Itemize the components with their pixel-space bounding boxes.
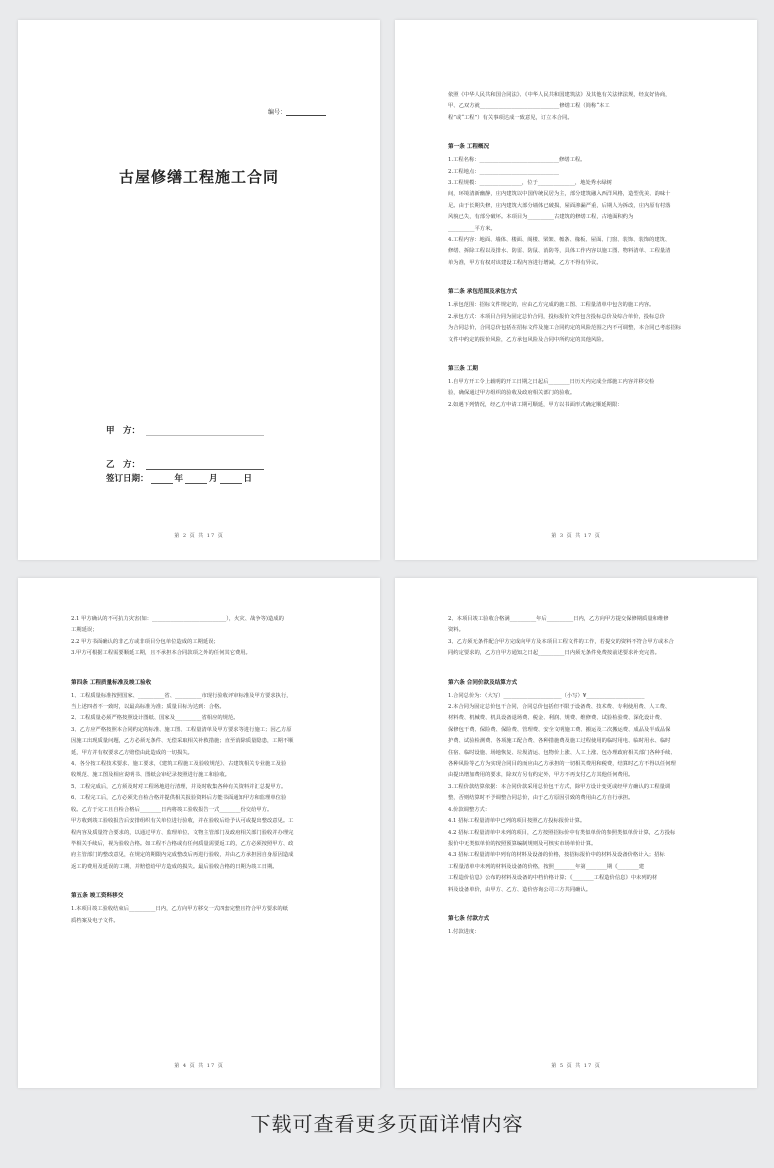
text-line: 3、乙方应严格按照本合同约定的标准、施工图、工程量清单及甲方要求等进行施工；因乙方原 xyxy=(71,726,292,733)
text-line: 由提出增加费用的要求，除双方另有约定外，甲方不再支付乙方其他任何费用。 xyxy=(448,772,634,779)
party-a-signature-line xyxy=(146,427,264,436)
text-line: 资料。 xyxy=(448,627,464,634)
text-line: 程”或“工程”）有关事项达成一致意见，订立本合同。 xyxy=(448,114,573,121)
party-b-row xyxy=(106,458,264,470)
text-line: 2.工程地点：______________________________ xyxy=(448,168,559,175)
text-line: 间，环境清新幽静，庄内建筑以中国传统民居为主，部分建筑融入西洋风格，造型优美、韵味十 xyxy=(448,191,671,198)
text-line: 4.2 招标工程量清单中未列的项目，乙方按照招标价中有类似单价的参照类似单价计算，乙方投标 xyxy=(448,829,676,836)
contract-page-5 xyxy=(395,578,757,1088)
text-line: 2.承包方式：本项目合同为固定总价合同，投标报价文件包含投标总价及综合单价，投标总价 xyxy=(448,313,665,320)
section-heading: 第七条 付款方式 xyxy=(448,915,490,922)
party-b-label: 乙 方： xyxy=(106,460,141,470)
text-line: 1.自甲方开工令上载明的开工日期之日起后________日历天内完成全部施工内容并移交检 xyxy=(448,378,655,385)
text-line: 单为准，甲方有权对该建设工程内容进行增减，乙方不得有异议。 xyxy=(448,259,602,266)
contract-title: 古屋修缮工程施工合同 xyxy=(118,168,279,186)
text-line: 毕相关手续后，视为验收合格。如工程不合格或有任何质量需要返工的，乙方必须按照甲方、政 xyxy=(71,840,294,847)
page-number: 第 5 页 共 17 页 xyxy=(551,1063,601,1069)
text-line: 同约定要求的，乙方自甲方通知之日起__________日内须无条件免费按前述要求补充完善。 xyxy=(448,650,660,657)
text-line: 2.2 甲方书面确认的非乙方或非项目分包单位造成的工期延误； xyxy=(71,638,219,645)
section-heading: 第六条 合同价款及结算方式 xyxy=(448,679,518,686)
day-label: 日 xyxy=(243,474,253,484)
download-more-caption: 下载可查看更多页面详情内容 xyxy=(250,1112,524,1136)
text-line: 收。乙方于完工且自检合格后________日内将竣工验收报告一式________份交给甲方。 xyxy=(71,806,273,813)
text-line: 延，甲方并有权要求乙方赔偿由此造成的一切损失。 xyxy=(71,749,193,756)
text-line: 收规范、施工图及相应说明书、图纸会审纪录按照进行施工和验收。 xyxy=(71,772,230,779)
text-line: 程内容及质量符合要求的，以通过甲方、监理单位、文物主管部门及政府相关部门验收并办理完 xyxy=(71,829,294,836)
serial-number-field xyxy=(268,107,326,116)
text-line: 甲、乙双方就______________________________修缮工程（简称“本工 xyxy=(448,103,610,110)
month-label: 月 xyxy=(209,474,218,484)
sign-date-label: 签订日期： xyxy=(106,474,149,484)
year-label: 年 xyxy=(174,474,184,484)
text-line: 住宿、临时设施、场地恢复、垃圾清运、包物价上涨、人工上涨、包办理政府相关部门各种手续、 xyxy=(448,749,676,756)
text-line: 2.本合同为固定总价包干合同，合同总价包括但不限于设备费、技术费、专利使用费、人工费、 xyxy=(448,704,671,711)
text-line: 报价中无类似单价的按照预算编制规则及可核实市场单价计算。 xyxy=(448,840,597,847)
text-line: 2.如遇下列情况，经乙方申请工期可顺延，甲方以书面形式确定顺延期限： xyxy=(448,401,623,408)
text-line: 3、乙方须无条件配合甲方完成向甲方及本项目工程文件的工作，若提交的资料不符合甲方或本合 xyxy=(448,638,674,645)
party-a-row xyxy=(106,424,264,436)
text-line: 为合同总价，合同总价包括在招标文件及施工合同约定的风险范围之内不可调整，本合同已考虑招标 xyxy=(448,325,682,332)
page-number: 第 2 页 共 17 页 xyxy=(174,533,224,539)
text-line: 质档案及电子文件。 xyxy=(71,917,119,924)
contract-page-3 xyxy=(395,20,757,560)
text-line: 文件中约定的报价风险，乙方承包风险及合同中所约定的其他风险。 xyxy=(448,336,607,343)
page-number: 第 3 页 共 17 页 xyxy=(551,533,601,539)
text-line: 4.价款调整方式： xyxy=(448,806,491,813)
text-line: 4.3 招标工程量清单中列有的材料及设备的价格，按招标报价中的材料及设备价格计入；招标 xyxy=(448,852,665,859)
text-line: 2、本项目竣工验收合格满__________年后__________日内，乙方向甲方提交保修期质量和维修 xyxy=(448,616,669,622)
text-line: 3.甲方可根据工程需要顺延工期，且不承担本合同款项之外的任何其它费用。 xyxy=(71,650,251,657)
serial-blank-line xyxy=(286,110,326,116)
text-line: 各种风险等乙方为实现合同目的而应由乙方承担的一切相关费用和税费，结算时乙方不得以任何理 xyxy=(448,761,676,768)
text-line: 材料费、机械费、机具设备退场费、税金、利润、规费、维修费、试验检验费、深化设计费、 xyxy=(448,715,666,722)
text-line: 工程造价信息》公布的材料及设备的中档价格计算；《________工程造价信息》中未列的材 xyxy=(448,875,658,882)
party-b-signature-line xyxy=(146,461,264,470)
sign-date-row xyxy=(106,472,252,484)
text-line: 保修包干费、保险费、保险费、管理费、安全文明施工费、搬运及二次搬运费、成品及半成品保 xyxy=(448,726,671,733)
text-line: 返工的费用及延误的工期，并赔偿给甲方造成的损失。最后验收合格的日期为竣工日期。 xyxy=(71,863,278,870)
serial-label: 编号： xyxy=(268,109,287,116)
month-blank xyxy=(185,476,207,484)
text-line: 验，确保通过甲方组织的验收及政府相关部门的验收。 xyxy=(448,390,576,397)
text-line: 4.1 招标工程量清单中已列的项目按照乙方投标报价计算。 xyxy=(448,818,586,825)
text-line: 府主管部门的整改意见，在规定的期限内完成整改后再进行验收，并由乙方承担因自身原因造成 xyxy=(71,852,294,859)
text-line: 2、工程质量必须严格按照设计图纸、国家及__________省相应的规范。 xyxy=(71,715,239,722)
section-heading: 第二条 承包范围及承包方式 xyxy=(448,289,518,296)
text-line: 足。由于长期失修，庄内建筑大部分墙体已破损，屋面渗漏严重，后期人为拆改，庄内原有村落 xyxy=(448,202,671,209)
text-line: 料及设备单价，由甲方、乙方、造价咨询公司三方共同确认。 xyxy=(448,886,592,893)
text-line: 1.本项目竣工验收结束后__________日内，乙方向甲方移交一式四套完整且符合甲方要求的纸 xyxy=(71,906,288,913)
text-line: 2.1 甲方确认的不可抗力灾害(如：____________________________），火灾、战争等)造成的 xyxy=(71,616,284,622)
text-line: 风貌已失，有部分破坏。本项目为__________古建筑的修缮工程，古地面积约为 xyxy=(448,214,634,221)
section-heading: 第五条 竣工资料移交 xyxy=(71,893,124,900)
year-blank xyxy=(151,476,173,484)
text-line: 1.合同总价为：（大写）______________________（小写）¥______________________ xyxy=(448,692,645,699)
text-line: 3.工程价款结算依据：本合同价款采用总价包干方式，除甲方设计变更或经甲方确认的工程量调 xyxy=(448,783,671,790)
text-line: 工期延误； xyxy=(71,627,98,634)
text-line: 整，否则结算时不予调整合同总价，由于乙方原因引致的费用由乙方自行承担。 xyxy=(448,795,634,802)
contract-page-4 xyxy=(18,578,380,1088)
text-line: 依照《中华人民共和国合同法》、《中华人民共和国建筑法》及其他有关法律法规，经友好协商， xyxy=(448,92,671,98)
text-line: 4.工程内容：地面、墙体、楼面、阁楼、梁架、檩条、椽板、屋面、门窗、装饰、装饰的建筑、 xyxy=(448,237,671,244)
section-heading: 第一条 工程概况 xyxy=(448,144,490,151)
text-line: 3.工程规模：________________，位于______________，地处秀水绿树 xyxy=(448,180,612,187)
section-heading: 第三条 工期 xyxy=(448,365,478,372)
text-line: 当上述四者不一致时，以最高标准为准；质量目标为达到：合格。 xyxy=(71,704,225,711)
text-line: 护费、试验检测费、各项施工配合费、各种措施费及施工过程使用的临时用电、临时用水、临时 xyxy=(448,738,671,745)
text-line: 工程量清单中未列的材料及设备的价格，按照________年第________期《________建 xyxy=(448,863,644,870)
intro-paragraph xyxy=(448,90,707,124)
text-line: 甲方收到竣工验收报告后安排组织有关单位进行验收，并在验收后给予认可或提出整改意见。工 xyxy=(71,818,294,825)
text-line: 1.工程名称：______________________________修缮工程。 xyxy=(448,157,586,164)
text-line: 修缮、拆除工程以及排水、防雷、防鼠、消防等，具体工作内容以施工图、物料清单、工程量清 xyxy=(448,248,671,255)
page-number: 第 4 页 共 17 页 xyxy=(174,1063,224,1069)
text-line: 1.承包范围：招标文件规定的，应由乙方完成的施工图、工程量清单中包含的施工内容。 xyxy=(448,302,655,309)
party-a-label: 甲 方： xyxy=(106,426,141,436)
text-line: 1.付款进度： xyxy=(448,928,480,935)
contract-cover-page xyxy=(18,20,380,560)
text-line: __________平方米。 xyxy=(448,225,496,232)
text-line: 6、工程完工后，乙方必须先自检合格并提供相关报验资料后方能书面通知甲方和监理单位验 xyxy=(71,795,287,802)
text-line: 因施工出现质量问题，乙方必须无条件、无偿采取相关补救措施；直至消除质量隐患，工期不顺 xyxy=(71,738,294,745)
text-line: 1、工程质量标准按照国家、__________省、__________市现行验收评审标准及甲方要求执行， xyxy=(71,692,292,699)
text-line: 5、工程完成后，乙方须及时对工程场地进行清理，并及时收集各种有关资料并汇总提甲方。 xyxy=(71,783,287,790)
day-blank xyxy=(220,476,242,484)
section-heading: 第四条 工程质量标准及竣工验收 xyxy=(71,679,152,686)
text-line: 4、各分按工程技术要求、施工要求，《建筑工程施工及验收规范》、古建筑相关专业施工及验 xyxy=(71,761,287,768)
